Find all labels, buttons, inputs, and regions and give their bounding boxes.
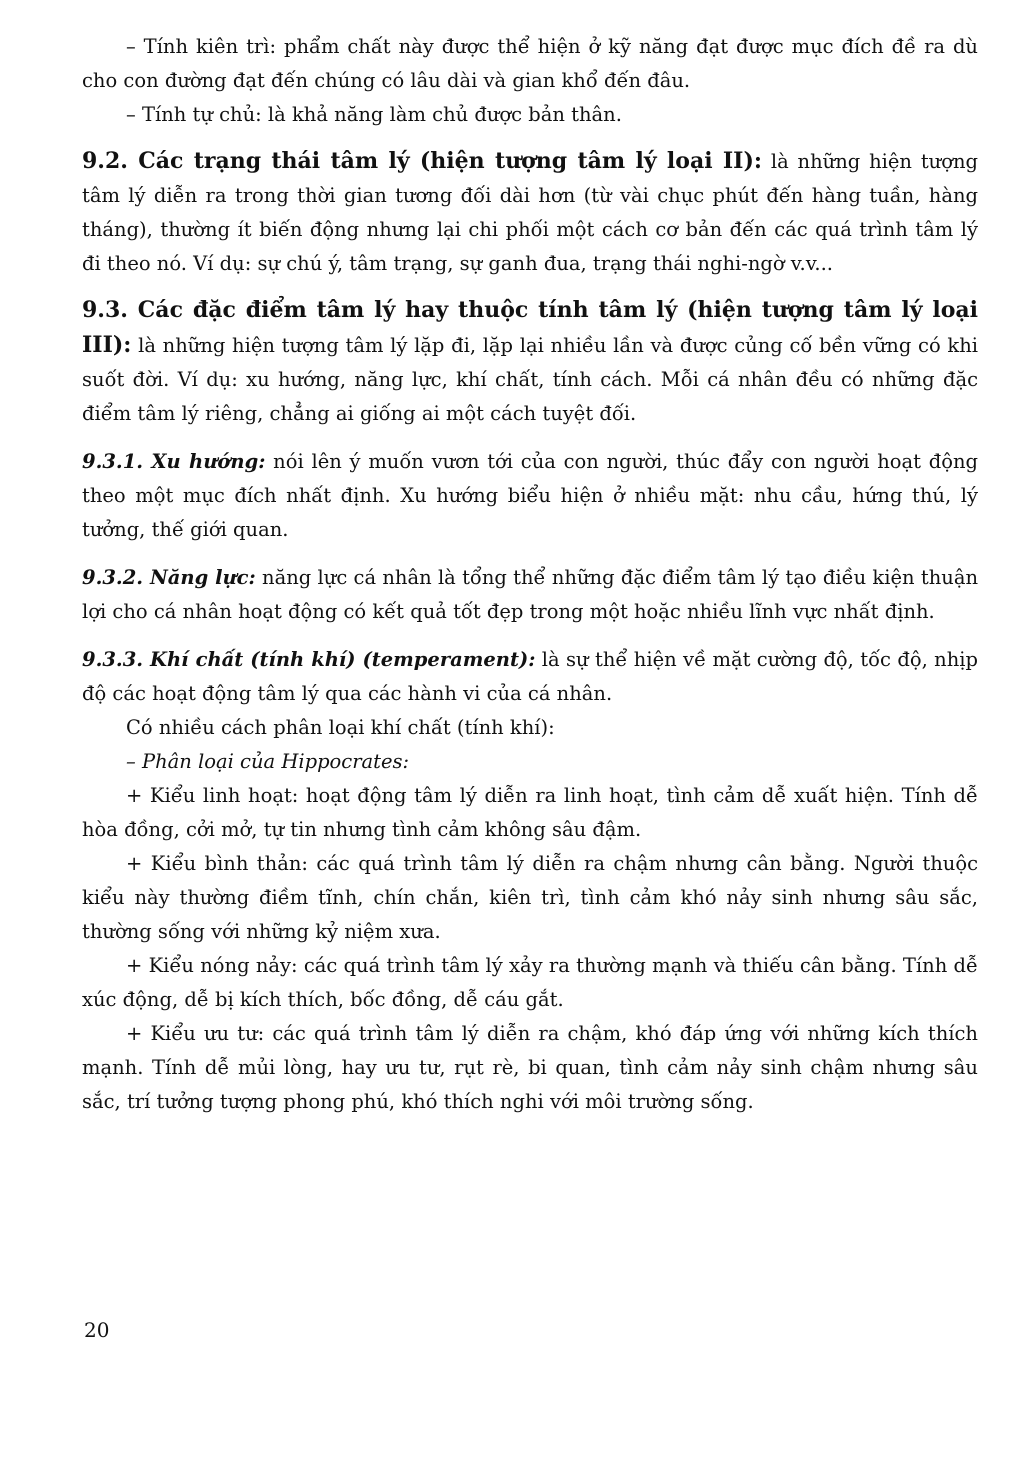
type-nong-nay: + Kiểu nóng nảy: các quá trình tâm lý xảy ra thường mạnh và thiếu cân bằng. Tính dễ xúc động, dễ bị kích thích, bốc đồng, dễ cáu gắt. — [82, 954, 978, 1011]
section-9-3-1-body: nói lên ý muốn vươn tới của con người, thúc đẩy con người hoạt động theo một mục đích nhất định. Xu hướng biểu hiện ở nhiều mặt: nhu cầu, hứng thú, lý tưởng, thế giới quan. — [82, 450, 979, 541]
section-9-3-2-heading: 9.3.2. Năng lực: — [82, 566, 256, 589]
section-9-3-3 — [82, 643, 978, 711]
paragraph-kien-tri: – Tính kiên trì: phẩm chất này được thể hiện ở kỹ năng đạt được mục đích đề ra dù cho con đường đạt đến chúng có lâu dài và gian khổ đến đâu. — [82, 35, 978, 92]
section-9-3-1-heading: 9.3.1. Xu hướng: — [82, 450, 266, 473]
page-number: 20 — [84, 1318, 110, 1342]
section-9-2 — [82, 144, 978, 281]
section-9-3-3-body: là sự thể hiện về mặt cường độ, tốc độ, nhịp độ các hoạt động tâm lý qua các hành vi của cá nhân. — [82, 648, 978, 705]
section-9-3-heading: 9.3. Các đặc điểm tâm lý hay thuộc tính tâm lý (hiện tượng tâm lý loại III): — [82, 297, 978, 358]
section-9-3-3-heading: 9.3.3. Khí chất (tính khí) (temperament): — [82, 648, 536, 671]
section-9-2-heading: 9.2. Các trạng thái tâm lý (hiện tượng tâm lý loại II): — [82, 148, 762, 174]
section-9-3 — [82, 293, 978, 431]
section-9-3-2-body: năng lực cá nhân là tổng thể những đặc điểm tâm lý tạo điều kiện thuận lợi cho cá nhân hoạt động có kết quả tốt đẹp trong một hoặc nhiều lĩnh vực nhất định. — [82, 566, 978, 623]
section-9-3-1 — [82, 445, 978, 547]
section-9-2-body: là những hiện tượng tâm lý diễn ra trong thời gian tương đối dài hơn (từ vài chục phút đến hàng tuần, hàng tháng), thường ít biến động nhưng lại chi phối một cách cơ bản đến các quá trình tâm lý đi theo nó. Ví dụ: sự chú ý, tâm trạng, sự ganh đua, trạng thái nghi-ngờ v.v... — [82, 150, 979, 275]
section-9-3-2 — [82, 561, 978, 629]
page-content — [82, 30, 978, 1119]
type-binh-than: + Kiểu bình thản: các quá trình tâm lý diễn ra chậm nhưng cân bằng. Người thuộc kiểu này thường điềm tĩnh, chín chắn, kiên trì, tình cảm khó nảy sinh nhưng sâu sắc, thường sống với những kỷ niệm xưa. — [82, 852, 978, 943]
classify-intro: Có nhiều cách phân loại khí chất (tính khí): — [126, 716, 555, 739]
type-uu-tu: + Kiểu ưu tư: các quá trình tâm lý diễn ra chậm, khó đáp ứng với những kích thích mạnh. Tính dễ mủi lòng, hay ưu tư, rụt rè, bi quan, tình cảm nảy sinh chậm nhưng sâu sắc, trí tưởng tượng phong phú, khó thích nghi với môi trường sống. — [82, 1022, 978, 1113]
paragraph-tu-chu: – Tính tự chủ: là khả năng làm chủ được bản thân. — [126, 103, 622, 126]
section-9-3-body: là những hiện tượng tâm lý lặp đi, lặp lại nhiều lần và được củng cố bền vững có khi suốt đời. Ví dụ: xu hướng, năng lực, khí chất, tính cách. Mỗi cá nhân đều có những đặc điểm tâm lý riêng, chẳng ai giống ai một cách tuyệt đối. — [82, 334, 978, 425]
type-linh-hoat: + Kiểu linh hoạt: hoạt động tâm lý diễn ra linh hoạt, tình cảm dễ xuất hiện. Tính dễ hòa đồng, cởi mở, tự tin nhưng tình cảm không sâu đậm. — [82, 784, 978, 841]
hippocrates-heading: – Phân loại của Hippocrates: — [126, 750, 410, 773]
